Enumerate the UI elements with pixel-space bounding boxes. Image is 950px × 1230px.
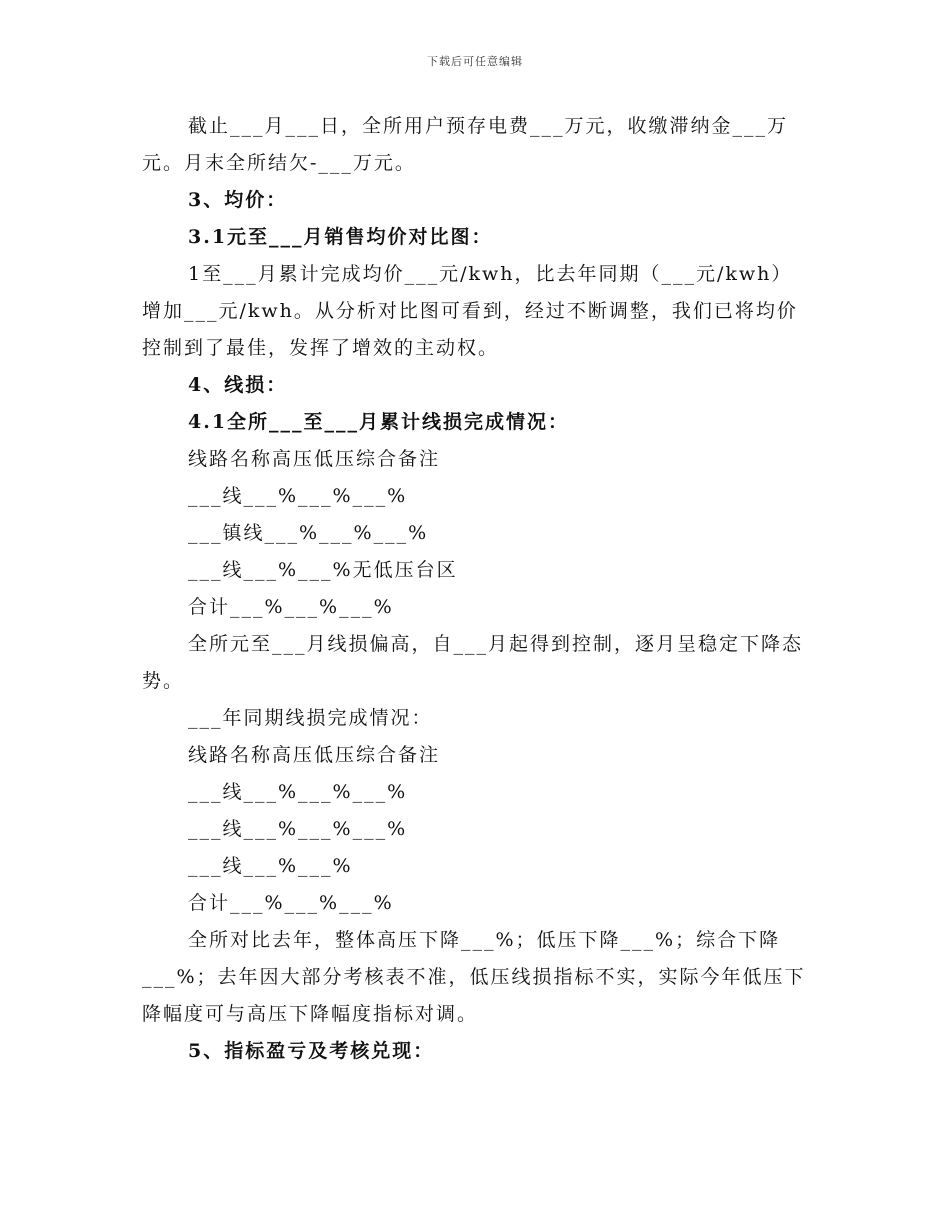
table2-row: ___线___%___%___% — [188, 818, 408, 840]
section-heading-average-price: 3、均价： — [188, 189, 288, 211]
subsection-heading-average-price-chart: 3.1元至___月销售均价对比图： — [188, 226, 493, 248]
paragraph-prepaid-fees: 截止___月___日，全所用户预存电费___万元，收缴滞纳金___万元。月末全所结欠-___万元。 — [142, 115, 789, 174]
table2-row: ___线___%___%___% — [188, 781, 408, 803]
table2-row: ___线___%___% — [188, 855, 353, 877]
table2-header-row: 线路名称高压低压综合备注 — [188, 744, 441, 766]
table1-total-row: 合计___%___%___% — [188, 596, 394, 618]
subsection-heading-line-loss-status: 4.1全所___至___月累计线损完成情况： — [188, 411, 570, 433]
paragraph-same-period-heading: ___年同期线损完成情况： — [188, 707, 433, 729]
table2-total-row: 合计___%___%___% — [188, 892, 394, 914]
table1-header-row: 线路名称高压低压综合备注 — [188, 448, 441, 470]
section-heading-indicators: 5、指标盈亏及考核兑现： — [188, 1040, 435, 1062]
table1-row: ___线___%___%无低压台区 — [188, 559, 458, 581]
page-header: 下载后可任意编辑 — [427, 55, 523, 68]
document-body — [142, 108, 812, 1070]
paragraph-average-price: 1至___月累计完成均价___元/kwh，比去年同期（___元/kwh）增加___元/kwh。从分析对比图可看到，经过不断调整，我们已将均价控制到了最佳，发挥了增效的主动权。 — [142, 263, 798, 359]
table1-row: ___线___%___%___% — [188, 485, 408, 507]
table1-row: ___镇线___%___%___% — [188, 522, 429, 544]
section-heading-line-loss: 4、线损： — [188, 374, 288, 396]
paragraph-year-comparison: 全所对比去年，整体高压下降___%；低压下降___%；综合下降___%；去年因大部分考核表不准，低压线损指标不实，实际今年低压下降幅度可与高压下降幅度指标对调。 — [142, 929, 806, 1025]
paragraph-line-loss-trend: 全所元至___月线损偏高，自___月起得到控制，逐月呈稳定下降态势。 — [142, 633, 804, 692]
